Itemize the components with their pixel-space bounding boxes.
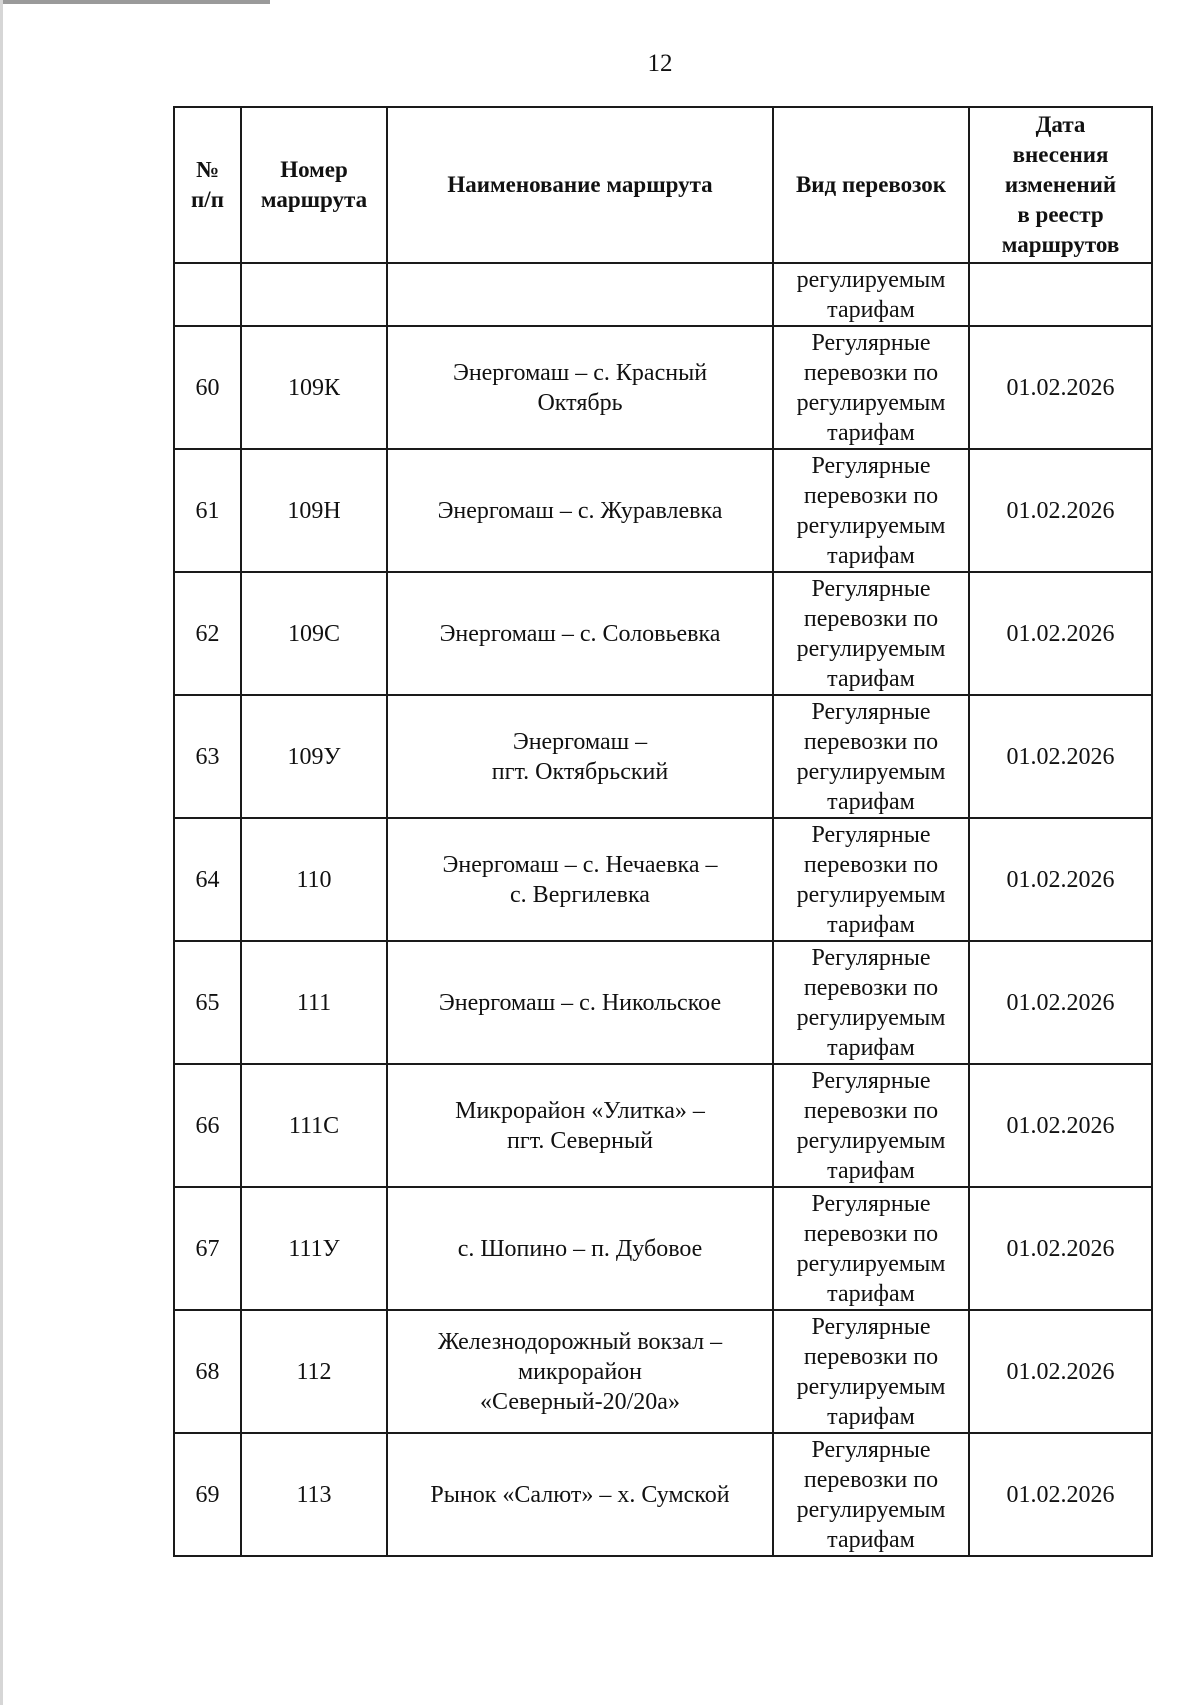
cell-route-number: 111У: [241, 1187, 387, 1310]
cell-transport-type: Регулярные перевозки по регулируемым тарифам: [773, 1433, 969, 1556]
cell-route-number: 109У: [241, 695, 387, 818]
cell-route-number: 109К: [241, 326, 387, 449]
cell-registry-date: 01.02.2026: [969, 1187, 1152, 1310]
cell-route-name: [387, 263, 773, 326]
cell-num: 61: [174, 449, 241, 572]
cell-registry-date: 01.02.2026: [969, 1433, 1152, 1556]
cell-transport-type: регулируемым тарифам: [773, 263, 969, 326]
table-row: [174, 1310, 1152, 1433]
scan-edge-top: [0, 0, 270, 4]
cell-route-number: 111: [241, 941, 387, 1064]
cell-route-name: Энергомаш – с. Нечаевка – с. Вергилевка: [387, 818, 773, 941]
cell-registry-date: 01.02.2026: [969, 572, 1152, 695]
cell-num: [174, 263, 241, 326]
cell-num: 69: [174, 1433, 241, 1556]
table-row: [174, 572, 1152, 695]
cell-route-name: Энергомаш – с. Журавлевка: [387, 449, 773, 572]
scan-edge-left: [0, 0, 3, 1705]
cell-transport-type: Регулярные перевозки по регулируемым тарифам: [773, 1187, 969, 1310]
cell-transport-type: Регулярные перевозки по регулируемым тарифам: [773, 572, 969, 695]
cell-route-name: Железнодорожный вокзал – микрорайон «Северный-20/20а»: [387, 1310, 773, 1433]
table-row: [174, 818, 1152, 941]
header-transport-type: Вид перевозок: [773, 107, 969, 263]
cell-transport-type: Регулярные перевозки по регулируемым тарифам: [773, 1064, 969, 1187]
cell-registry-date: 01.02.2026: [969, 941, 1152, 1064]
cell-registry-date: 01.02.2026: [969, 818, 1152, 941]
table-row: [174, 941, 1152, 1064]
header-row: [174, 107, 1152, 263]
cell-registry-date: 01.02.2026: [969, 1310, 1152, 1433]
cell-route-name: с. Шопино – п. Дубовое: [387, 1187, 773, 1310]
cell-num: 65: [174, 941, 241, 1064]
table-row: [174, 326, 1152, 449]
cell-route-number: 109Н: [241, 449, 387, 572]
cell-num: 67: [174, 1187, 241, 1310]
cell-route-number: 110: [241, 818, 387, 941]
table-row: [174, 1187, 1152, 1310]
cell-route-name: Энергомаш – с. Соловьевка: [387, 572, 773, 695]
cell-registry-date: 01.02.2026: [969, 1064, 1152, 1187]
cell-registry-date: 01.02.2026: [969, 449, 1152, 572]
cell-transport-type: Регулярные перевозки по регулируемым тарифам: [773, 326, 969, 449]
cell-route-number: [241, 263, 387, 326]
page-number: 12: [647, 50, 673, 77]
header-route-number: Номер маршрута: [241, 107, 387, 263]
cell-num: 63: [174, 695, 241, 818]
cell-transport-type: Регулярные перевозки по регулируемым тарифам: [773, 818, 969, 941]
continuation-row: [174, 263, 1152, 326]
cell-num: 64: [174, 818, 241, 941]
cell-num: 68: [174, 1310, 241, 1433]
cell-transport-type: Регулярные перевозки по регулируемым тарифам: [773, 1310, 969, 1433]
cell-num: 60: [174, 326, 241, 449]
cell-registry-date: 01.02.2026: [969, 695, 1152, 818]
cell-route-number: 113: [241, 1433, 387, 1556]
header-registry-date: Дата внесения изменений в реестр маршрутов: [969, 107, 1152, 263]
cell-route-name: Энергомаш – с. Красный Октябрь: [387, 326, 773, 449]
cell-transport-type: Регулярные перевозки по регулируемым тарифам: [773, 449, 969, 572]
cell-num: 62: [174, 572, 241, 695]
cell-registry-date: [969, 263, 1152, 326]
header-num: № п/п: [174, 107, 241, 263]
cell-route-number: 111С: [241, 1064, 387, 1187]
cell-route-number: 109С: [241, 572, 387, 695]
cell-num: 66: [174, 1064, 241, 1187]
table-row: [174, 1064, 1152, 1187]
cell-transport-type: Регулярные перевозки по регулируемым тарифам: [773, 941, 969, 1064]
cell-route-name: Микрорайон «Улитка» – пгт. Северный: [387, 1064, 773, 1187]
cell-transport-type: Регулярные перевозки по регулируемым тарифам: [773, 695, 969, 818]
cell-route-name: Рынок «Салют» – х. Сумской: [387, 1433, 773, 1556]
table-row: [174, 1433, 1152, 1556]
cell-route-name: Энергомаш – пгт. Октябрьский: [387, 695, 773, 818]
cell-route-number: 112: [241, 1310, 387, 1433]
header-route-name: Наименование маршрута: [387, 107, 773, 263]
table-row: [174, 449, 1152, 572]
cell-route-name: Энергомаш – с. Никольское: [387, 941, 773, 1064]
routes-table: [173, 106, 1153, 1557]
cell-registry-date: 01.02.2026: [969, 326, 1152, 449]
table-row: [174, 695, 1152, 818]
